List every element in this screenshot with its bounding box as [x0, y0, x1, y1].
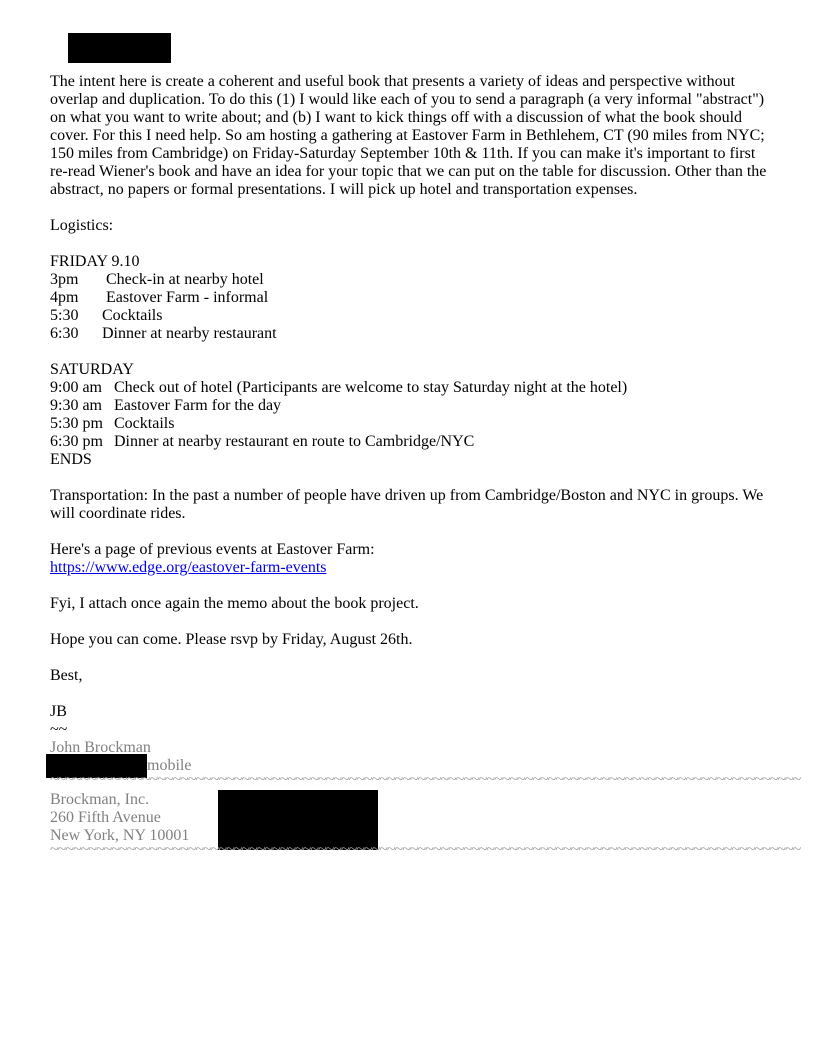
schedule-row: [50, 289, 770, 307]
schedule-end: ENDS: [50, 451, 92, 468]
memo-section: [50, 595, 770, 613]
closing-section: [50, 667, 770, 685]
memo-note: Fyi, I attach once again the memo about the book project.: [50, 595, 419, 612]
events-intro: Here's a page of previous events at Eastover Farm:: [50, 541, 375, 558]
signature-name: John Brockman: [50, 739, 151, 756]
schedule-time: 9:30 am: [50, 397, 102, 414]
signature-separator-bottom: ~~~~~~~~~~~~~~~~~~~~~~~~~~~~~~~~~~~~~~~~~~~~~~~~~~~~~~~~~~~~~~~~~~~~~~~~~~~~~~~~~~~~~~~~~~~~~~~~~~: [50, 841, 801, 858]
signature-tilde: ~~: [50, 721, 68, 738]
signature-block: [50, 703, 801, 858]
signature-separator-top: ~~~~~~~~~~~~~~~~~~~~~~~~~~~~~~~~~~~~~~~~~~~~~~~~~~~~~~~~~~~~~~~~~~~~~~~~~~~~~~~~~~~~~~~~~~~~~~~~~~: [50, 771, 801, 788]
saturday-heading: SATURDAY: [50, 361, 134, 378]
friday-schedule: [50, 253, 770, 343]
schedule-time: 3pm: [50, 271, 79, 288]
signature-mobile-label: mobile: [147, 757, 192, 774]
logistics-heading: Logistics:: [50, 217, 114, 234]
schedule-event: Cocktails: [102, 307, 163, 324]
schedule-row: [50, 433, 770, 451]
intro-section: [50, 73, 770, 199]
rsvp-text: Hope you can come. Please rsvp by Friday, August 26th.: [50, 631, 413, 648]
schedule-row: [50, 379, 770, 397]
closing-text: Best,: [50, 667, 83, 684]
schedule-row: [50, 307, 770, 325]
schedule-time: 5:30: [50, 307, 79, 324]
intro-paragraph: The intent here is create a coherent and useful book that presents a variety of ideas and perspective without overlap and duplication. To do this (1) I would like each of you to send a paragraph (a very informal "abstract") on what you want to write about; and (b) I want to kick things off with a discussion of what the book should cover. For this I need help. So am hosting a gathering at Eastover Farm in Bethlehem, CT (90 miles from NYC; 150 miles from Cambridge) on Friday-Saturday September 10th & 11th. If you can make it's important to first re-read Wiener's book and have an idea for your topic that we can put on the table for discussion. Other than the abstract, no papers or formal presentations. I will pick up hotel and transportation expenses.: [50, 73, 767, 198]
schedule-time: 4pm: [50, 289, 79, 306]
sender-initials: JB: [50, 703, 67, 720]
signature-address-line2: New York, NY 10001: [50, 827, 190, 844]
signature-company: Brockman, Inc.: [50, 791, 150, 808]
schedule-event: Check-in at nearby hotel: [106, 271, 264, 288]
schedule-row: [50, 415, 770, 433]
friday-heading: FRIDAY 9.10: [50, 253, 140, 270]
saturday-schedule: [50, 361, 770, 469]
redaction-header: [68, 33, 171, 63]
schedule-time: 6:30: [50, 325, 79, 342]
schedule-row: [50, 397, 770, 415]
transportation-text: Transportation: In the past a number of people have driven up from Cambridge/Boston and NYC in groups. We will coordinate rides.: [50, 487, 764, 522]
transportation-section: [50, 487, 770, 523]
signature-address-line1: 260 Fifth Avenue: [50, 809, 161, 826]
logistics-section: [50, 217, 770, 235]
schedule-row: [50, 271, 770, 289]
schedule-time: 6:30 pm: [50, 433, 103, 450]
schedule-event: Dinner at nearby restaurant en route to Cambridge/NYC: [114, 433, 475, 450]
schedule-row: [50, 325, 770, 343]
schedule-event: Eastover Farm - informal: [106, 289, 269, 306]
schedule-event: Cocktails: [114, 415, 175, 432]
events-section: [50, 541, 770, 577]
events-link[interactable]: https://www.edge.org/eastover-farm-events: [50, 559, 327, 576]
rsvp-section: [50, 631, 770, 649]
schedule-event: Eastover Farm for the day: [114, 397, 282, 414]
schedule-time: 5:30 pm: [50, 415, 103, 432]
schedule-time: 9:00 am: [50, 379, 102, 396]
schedule-event: Check out of hotel (Participants are welcome to stay Saturday night at the hotel): [114, 379, 628, 396]
schedule-event: Dinner at nearby restaurant: [102, 325, 277, 342]
